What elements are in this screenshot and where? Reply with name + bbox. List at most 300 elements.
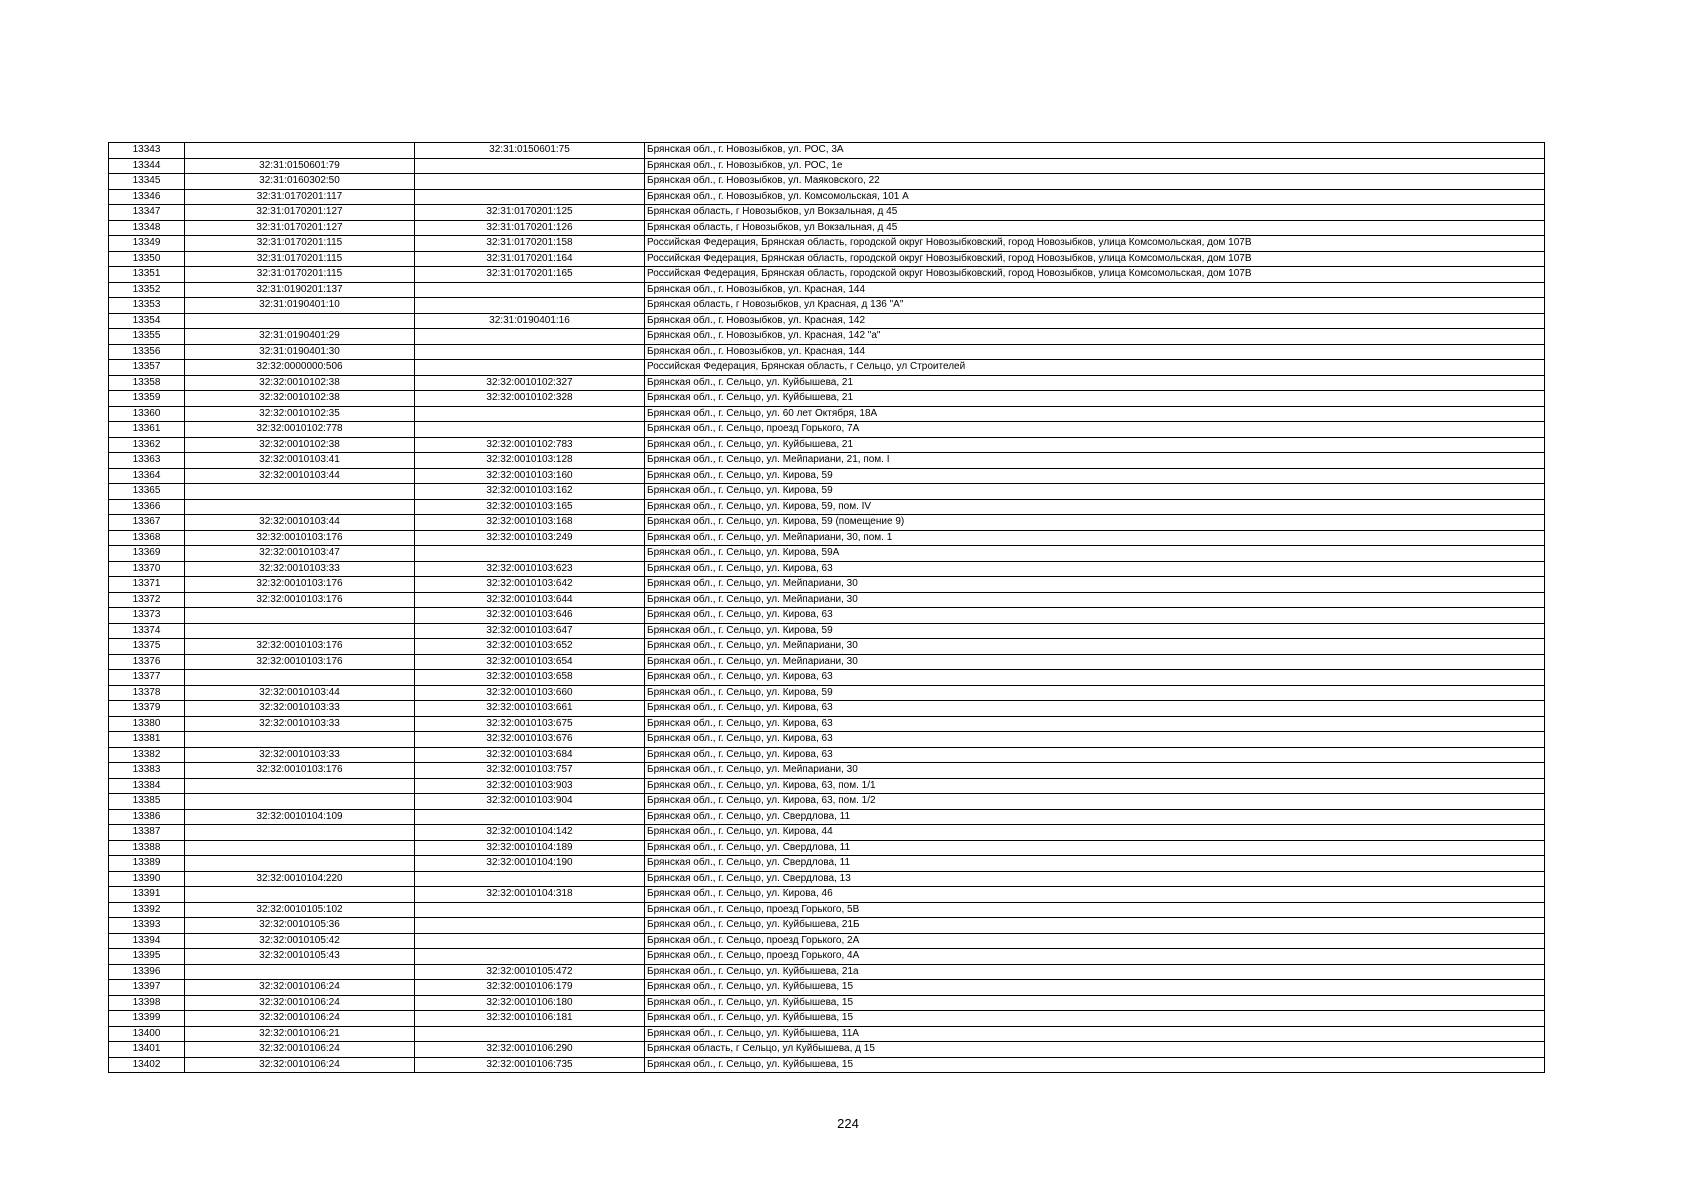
object-cadastral-number-cell: 32:32:0010103:647 [415, 623, 645, 639]
address-cell: Брянская обл., г. Сельцо, ул. Кирова, 63 [645, 561, 1545, 577]
table-row [109, 143, 1545, 159]
parcel-cadastral-number-cell: 32:32:0000000:506 [185, 360, 415, 376]
parcel-cadastral-number-cell: 32:31:0190201:137 [185, 282, 415, 298]
parcel-cadastral-number-cell: 32:32:0010103:176 [185, 577, 415, 593]
table-row [109, 887, 1545, 903]
table-row [109, 608, 1545, 624]
row-number-cell: 13385 [109, 794, 185, 810]
row-number-cell: 13380 [109, 716, 185, 732]
row-number-cell: 13372 [109, 592, 185, 608]
address-cell: Брянская обл., г. Сельцо, ул. Кирова, 63, пом. 1/1 [645, 778, 1545, 794]
parcel-cadastral-number-cell [185, 964, 415, 980]
row-number-cell: 13367 [109, 515, 185, 531]
parcel-cadastral-number-cell: 32:31:0170201:117 [185, 189, 415, 205]
object-cadastral-number-cell [415, 406, 645, 422]
object-cadastral-number-cell: 32:32:0010103:160 [415, 468, 645, 484]
object-cadastral-number-cell: 32:31:0170201:165 [415, 267, 645, 283]
parcel-cadastral-number-cell: 32:32:0010106:24 [185, 1057, 415, 1073]
table-row [109, 964, 1545, 980]
table-row [109, 329, 1545, 345]
object-cadastral-number-cell: 32:32:0010103:903 [415, 778, 645, 794]
table-row [109, 344, 1545, 360]
object-cadastral-number-cell: 32:31:0190401:16 [415, 313, 645, 329]
parcel-cadastral-number-cell [185, 856, 415, 872]
address-cell: Российская Федерация, Брянская область, г Сельцо, ул Строителей [645, 360, 1545, 376]
parcel-cadastral-number-cell: 32:31:0170201:127 [185, 220, 415, 236]
object-cadastral-number-cell: 32:32:0010103:675 [415, 716, 645, 732]
table-row [109, 251, 1545, 267]
parcel-cadastral-number-cell: 32:32:0010102:778 [185, 422, 415, 438]
row-number-cell: 13399 [109, 1011, 185, 1027]
row-number-cell: 13395 [109, 949, 185, 965]
table-row [109, 918, 1545, 934]
row-number-cell: 13343 [109, 143, 185, 159]
parcel-cadastral-number-cell: 32:31:0150601:79 [185, 158, 415, 174]
row-number-cell: 13354 [109, 313, 185, 329]
object-cadastral-number-cell: 32:32:0010103:642 [415, 577, 645, 593]
address-cell: Брянская обл., г. Новозыбков, ул. Красная, 144 [645, 282, 1545, 298]
row-number-cell: 13361 [109, 422, 185, 438]
parcel-cadastral-number-cell: 32:32:0010105:43 [185, 949, 415, 965]
address-cell: Российская Федерация, Брянская область, городской округ Новозыбковский, город Новозыбков, улица Комсомольская, дом 107В [645, 267, 1545, 283]
object-cadastral-number-cell: 32:32:0010103:168 [415, 515, 645, 531]
object-cadastral-number-cell: 32:32:0010103:162 [415, 484, 645, 500]
table-row [109, 220, 1545, 236]
table-row [109, 623, 1545, 639]
table-row [109, 933, 1545, 949]
row-number-cell: 13369 [109, 546, 185, 562]
object-cadastral-number-cell: 32:32:0010103:661 [415, 701, 645, 717]
address-cell: Брянская обл., г. Сельцо, ул. Куйбышева, 21 [645, 391, 1545, 407]
parcel-cadastral-number-cell: 32:32:0010106:21 [185, 1026, 415, 1042]
row-number-cell: 13347 [109, 205, 185, 221]
object-cadastral-number-cell: 32:32:0010103:646 [415, 608, 645, 624]
table-row [109, 313, 1545, 329]
address-cell: Брянская обл., г. Сельцо, ул. Кирова, 63 [645, 732, 1545, 748]
parcel-cadastral-number-cell: 32:32:0010103:176 [185, 530, 415, 546]
address-cell: Брянская обл., г. Сельцо, ул. Кирова, 59 (помещение 9) [645, 515, 1545, 531]
table-row [109, 747, 1545, 763]
row-number-cell: 13350 [109, 251, 185, 267]
parcel-cadastral-number-cell [185, 670, 415, 686]
table-row [109, 995, 1545, 1011]
row-number-cell: 13353 [109, 298, 185, 314]
object-cadastral-number-cell: 32:32:0010106:735 [415, 1057, 645, 1073]
table-row [109, 453, 1545, 469]
table-row [109, 825, 1545, 841]
table-row [109, 654, 1545, 670]
table-row [109, 1057, 1545, 1073]
address-cell: Брянская область, г Новозыбков, ул Вокзальная, д 45 [645, 220, 1545, 236]
address-cell: Брянская обл., г. Сельцо, ул. Куйбышева, 21а [645, 964, 1545, 980]
parcel-cadastral-number-cell: 32:32:0010106:24 [185, 995, 415, 1011]
row-number-cell: 13358 [109, 375, 185, 391]
object-cadastral-number-cell [415, 158, 645, 174]
row-number-cell: 13391 [109, 887, 185, 903]
row-number-cell: 13393 [109, 918, 185, 934]
parcel-cadastral-number-cell: 32:32:0010103:44 [185, 468, 415, 484]
parcel-cadastral-number-cell: 32:31:0170201:115 [185, 236, 415, 252]
object-cadastral-number-cell: 32:31:0150601:75 [415, 143, 645, 159]
object-cadastral-number-cell [415, 933, 645, 949]
row-number-cell: 13394 [109, 933, 185, 949]
address-cell: Брянская обл., г. Сельцо, ул. Кирова, 59, пом. IV [645, 499, 1545, 515]
parcel-cadastral-number-cell: 32:32:0010103:176 [185, 592, 415, 608]
parcel-cadastral-number-cell: 32:32:0010103:33 [185, 561, 415, 577]
address-cell: Брянская обл., г. Сельцо, проезд Горького, 5В [645, 902, 1545, 918]
address-cell: Брянская обл., г. Сельцо, ул. 60 лет Октября, 18А [645, 406, 1545, 422]
table-row [109, 778, 1545, 794]
address-cell: Брянская обл., г. Сельцо, ул. Куйбышева, 15 [645, 1011, 1545, 1027]
object-cadastral-number-cell [415, 174, 645, 190]
row-number-cell: 13375 [109, 639, 185, 655]
address-cell: Брянская обл., г. Сельцо, ул. Свердлова, 11 [645, 840, 1545, 856]
table-row [109, 840, 1545, 856]
object-cadastral-number-cell [415, 918, 645, 934]
table-row [109, 732, 1545, 748]
parcel-cadastral-number-cell: 32:32:0010103:47 [185, 546, 415, 562]
object-cadastral-number-cell: 32:32:0010104:189 [415, 840, 645, 856]
object-cadastral-number-cell: 32:32:0010104:190 [415, 856, 645, 872]
table-row [109, 236, 1545, 252]
row-number-cell: 13401 [109, 1042, 185, 1058]
table-row [109, 561, 1545, 577]
row-number-cell: 13386 [109, 809, 185, 825]
table-row [109, 437, 1545, 453]
object-cadastral-number-cell [415, 282, 645, 298]
parcel-cadastral-number-cell: 32:32:0010103:41 [185, 453, 415, 469]
object-cadastral-number-cell: 32:32:0010104:318 [415, 887, 645, 903]
row-number-cell: 13346 [109, 189, 185, 205]
address-cell: Брянская обл., г. Сельцо, ул. Мейпариани, 30 [645, 639, 1545, 655]
row-number-cell: 13360 [109, 406, 185, 422]
object-cadastral-number-cell: 32:32:0010103:904 [415, 794, 645, 810]
address-cell: Брянская обл., г. Сельцо, ул. Куйбышева, 15 [645, 995, 1545, 1011]
row-number-cell: 13357 [109, 360, 185, 376]
row-number-cell: 13370 [109, 561, 185, 577]
address-cell: Брянская обл., г. Сельцо, ул. Кирова, 63, пом. 1/2 [645, 794, 1545, 810]
table-row [109, 701, 1545, 717]
row-number-cell: 13349 [109, 236, 185, 252]
table-row [109, 902, 1545, 918]
table-row [109, 205, 1545, 221]
address-cell: Брянская обл., г. Сельцо, ул. Свердлова, 11 [645, 809, 1545, 825]
object-cadastral-number-cell: 32:31:0170201:125 [415, 205, 645, 221]
address-cell: Брянская обл., г. Сельцо, ул. Кирова, 63 [645, 670, 1545, 686]
object-cadastral-number-cell: 32:32:0010103:660 [415, 685, 645, 701]
parcel-cadastral-number-cell: 32:32:0010105:36 [185, 918, 415, 934]
parcel-cadastral-number-cell [185, 608, 415, 624]
row-number-cell: 13356 [109, 344, 185, 360]
registry-table-body [109, 143, 1545, 1073]
address-cell: Брянская обл., г. Сельцо, ул. Куйбышева, 11А [645, 1026, 1545, 1042]
row-number-cell: 13365 [109, 484, 185, 500]
parcel-cadastral-number-cell: 32:31:0190401:30 [185, 344, 415, 360]
address-cell: Брянская обл., г. Сельцо, ул. Мейпариани, 21, пом. I [645, 453, 1545, 469]
address-cell: Брянская обл., г. Новозыбков, ул. Красная, 142 "а" [645, 329, 1545, 345]
registry-table [108, 142, 1545, 1073]
row-number-cell: 13381 [109, 732, 185, 748]
table-row [109, 639, 1545, 655]
table-row [109, 716, 1545, 732]
parcel-cadastral-number-cell: 32:32:0010103:176 [185, 763, 415, 779]
address-cell: Брянская область, г Новозыбков, ул Вокзальная, д 45 [645, 205, 1545, 221]
address-cell: Брянская обл., г. Сельцо, ул. Кирова, 44 [645, 825, 1545, 841]
address-cell: Брянская обл., г. Новозыбков, ул. Красная, 144 [645, 344, 1545, 360]
table-row [109, 530, 1545, 546]
parcel-cadastral-number-cell: 32:32:0010103:44 [185, 685, 415, 701]
table-row [109, 670, 1545, 686]
row-number-cell: 13397 [109, 980, 185, 996]
parcel-cadastral-number-cell [185, 840, 415, 856]
parcel-cadastral-number-cell: 32:32:0010103:33 [185, 701, 415, 717]
parcel-cadastral-number-cell: 32:32:0010105:102 [185, 902, 415, 918]
parcel-cadastral-number-cell: 32:31:0170201:127 [185, 205, 415, 221]
object-cadastral-number-cell: 32:32:0010103:658 [415, 670, 645, 686]
object-cadastral-number-cell: 32:32:0010106:181 [415, 1011, 645, 1027]
parcel-cadastral-number-cell: 32:32:0010106:24 [185, 1042, 415, 1058]
table-row [109, 515, 1545, 531]
address-cell: Брянская обл., г. Новозыбков, ул. РОС, 3А [645, 143, 1545, 159]
object-cadastral-number-cell: 32:32:0010106:290 [415, 1042, 645, 1058]
address-cell: Брянская область, г Новозыбков, ул Красная, д 136 "А" [645, 298, 1545, 314]
row-number-cell: 13362 [109, 437, 185, 453]
row-number-cell: 13368 [109, 530, 185, 546]
table-row [109, 158, 1545, 174]
address-cell: Брянская обл., г. Новозыбков, ул. РОС, 1е [645, 158, 1545, 174]
object-cadastral-number-cell [415, 298, 645, 314]
row-number-cell: 13378 [109, 685, 185, 701]
table-row [109, 871, 1545, 887]
parcel-cadastral-number-cell [185, 484, 415, 500]
row-number-cell: 13388 [109, 840, 185, 856]
row-number-cell: 13366 [109, 499, 185, 515]
parcel-cadastral-number-cell: 32:31:0190401:29 [185, 329, 415, 345]
address-cell: Брянская обл., г. Новозыбков, ул. Комсомольская, 101 А [645, 189, 1545, 205]
object-cadastral-number-cell: 32:32:0010106:179 [415, 980, 645, 996]
parcel-cadastral-number-cell [185, 887, 415, 903]
address-cell: Брянская обл., г. Сельцо, ул. Мейпариани, 30 [645, 592, 1545, 608]
object-cadastral-number-cell [415, 360, 645, 376]
table-row [109, 1042, 1545, 1058]
row-number-cell: 13382 [109, 747, 185, 763]
table-row [109, 282, 1545, 298]
parcel-cadastral-number-cell [185, 732, 415, 748]
object-cadastral-number-cell: 32:32:0010103:676 [415, 732, 645, 748]
row-number-cell: 13351 [109, 267, 185, 283]
row-number-cell: 13379 [109, 701, 185, 717]
object-cadastral-number-cell [415, 809, 645, 825]
row-number-cell: 13390 [109, 871, 185, 887]
parcel-cadastral-number-cell: 32:32:0010103:33 [185, 716, 415, 732]
address-cell: Брянская область, г Сельцо, ул Куйбышева, д 15 [645, 1042, 1545, 1058]
address-cell: Брянская обл., г. Сельцо, ул. Кирова, 59 [645, 685, 1545, 701]
row-number-cell: 13364 [109, 468, 185, 484]
parcel-cadastral-number-cell: 32:32:0010102:38 [185, 391, 415, 407]
address-cell: Брянская обл., г. Сельцо, ул. Кирова, 46 [645, 887, 1545, 903]
object-cadastral-number-cell [415, 902, 645, 918]
table-row [109, 499, 1545, 515]
parcel-cadastral-number-cell [185, 143, 415, 159]
row-number-cell: 13352 [109, 282, 185, 298]
object-cadastral-number-cell: 32:32:0010103:684 [415, 747, 645, 763]
object-cadastral-number-cell: 32:32:0010104:142 [415, 825, 645, 841]
address-cell: Брянская обл., г. Сельцо, ул. Мейпариани, 30 [645, 577, 1545, 593]
row-number-cell: 13355 [109, 329, 185, 345]
address-cell: Брянская обл., г. Сельцо, проезд Горького, 7А [645, 422, 1545, 438]
object-cadastral-number-cell: 32:31:0170201:164 [415, 251, 645, 267]
address-cell: Брянская обл., г. Сельцо, проезд Горького, 4А [645, 949, 1545, 965]
row-number-cell: 13344 [109, 158, 185, 174]
object-cadastral-number-cell: 32:32:0010103:249 [415, 530, 645, 546]
table-row [109, 949, 1545, 965]
parcel-cadastral-number-cell [185, 499, 415, 515]
row-number-cell: 13400 [109, 1026, 185, 1042]
table-row [109, 546, 1545, 562]
object-cadastral-number-cell: 32:32:0010102:328 [415, 391, 645, 407]
row-number-cell: 13363 [109, 453, 185, 469]
row-number-cell: 13374 [109, 623, 185, 639]
address-cell: Брянская обл., г. Сельцо, ул. Куйбышева, 21 [645, 375, 1545, 391]
address-cell: Брянская обл., г. Сельцо, ул. Куйбышева, 15 [645, 980, 1545, 996]
object-cadastral-number-cell: 32:32:0010103:757 [415, 763, 645, 779]
row-number-cell: 13398 [109, 995, 185, 1011]
object-cadastral-number-cell: 32:32:0010105:472 [415, 964, 645, 980]
parcel-cadastral-number-cell: 32:32:0010106:24 [185, 980, 415, 996]
parcel-cadastral-number-cell [185, 778, 415, 794]
address-cell: Брянская обл., г. Сельцо, ул. Кирова, 59 [645, 484, 1545, 500]
address-cell: Российская Федерация, Брянская область, городской округ Новозыбковский, город Новозыбков, улица Комсомольская, дом 107В [645, 251, 1545, 267]
address-cell: Брянская обл., г. Сельцо, ул. Кирова, 59 [645, 623, 1545, 639]
parcel-cadastral-number-cell [185, 794, 415, 810]
table-row [109, 468, 1545, 484]
address-cell: Брянская обл., г. Сельцо, ул. Мейпариани, 30 [645, 763, 1545, 779]
object-cadastral-number-cell [415, 1026, 645, 1042]
object-cadastral-number-cell: 32:32:0010106:180 [415, 995, 645, 1011]
table-row [109, 484, 1545, 500]
object-cadastral-number-cell [415, 949, 645, 965]
table-row [109, 406, 1545, 422]
parcel-cadastral-number-cell [185, 313, 415, 329]
table-row [109, 763, 1545, 779]
address-cell: Брянская обл., г. Сельцо, ул. Мейпариани, 30 [645, 654, 1545, 670]
address-cell: Брянская обл., г. Новозыбков, ул. Красная, 142 [645, 313, 1545, 329]
parcel-cadastral-number-cell: 32:31:0190401:10 [185, 298, 415, 314]
object-cadastral-number-cell [415, 189, 645, 205]
row-number-cell: 13371 [109, 577, 185, 593]
parcel-cadastral-number-cell [185, 825, 415, 841]
address-cell: Брянская обл., г. Сельцо, ул. Кирова, 63 [645, 608, 1545, 624]
object-cadastral-number-cell: 32:32:0010103:623 [415, 561, 645, 577]
object-cadastral-number-cell: 32:32:0010103:654 [415, 654, 645, 670]
table-row [109, 794, 1545, 810]
row-number-cell: 13402 [109, 1057, 185, 1073]
parcel-cadastral-number-cell: 32:32:0010102:38 [185, 375, 415, 391]
parcel-cadastral-number-cell: 32:31:0170201:115 [185, 251, 415, 267]
table-row [109, 174, 1545, 190]
table-row [109, 592, 1545, 608]
address-cell: Российская Федерация, Брянская область, городской округ Новозыбковский, город Новозыбков, улица Комсомольская, дом 107В [645, 236, 1545, 252]
table-row [109, 391, 1545, 407]
table-row [109, 1026, 1545, 1042]
parcel-cadastral-number-cell [185, 623, 415, 639]
row-number-cell: 13376 [109, 654, 185, 670]
parcel-cadastral-number-cell: 32:31:0160302:50 [185, 174, 415, 190]
address-cell: Брянская обл., г. Сельцо, ул. Кирова, 63 [645, 701, 1545, 717]
object-cadastral-number-cell: 32:32:0010102:783 [415, 437, 645, 453]
table-row [109, 267, 1545, 283]
table-row [109, 360, 1545, 376]
object-cadastral-number-cell: 32:31:0170201:158 [415, 236, 645, 252]
row-number-cell: 13377 [109, 670, 185, 686]
address-cell: Брянская обл., г. Сельцо, ул. Кирова, 63 [645, 716, 1545, 732]
row-number-cell: 13373 [109, 608, 185, 624]
address-cell: Брянская обл., г. Сельцо, ул. Кирова, 59 [645, 468, 1545, 484]
parcel-cadastral-number-cell: 32:32:0010102:38 [185, 437, 415, 453]
parcel-cadastral-number-cell: 32:32:0010105:42 [185, 933, 415, 949]
parcel-cadastral-number-cell: 32:32:0010106:24 [185, 1011, 415, 1027]
row-number-cell: 13384 [109, 778, 185, 794]
table-row [109, 577, 1545, 593]
address-cell: Брянская обл., г. Сельцо, ул. Мейпариани, 30, пом. 1 [645, 530, 1545, 546]
address-cell: Брянская обл., г. Сельцо, ул. Куйбышева, 21 [645, 437, 1545, 453]
table-row [109, 189, 1545, 205]
address-cell: Брянская обл., г. Сельцо, ул. Куйбышева, 15 [645, 1057, 1545, 1073]
parcel-cadastral-number-cell: 32:32:0010103:176 [185, 639, 415, 655]
object-cadastral-number-cell: 32:32:0010103:165 [415, 499, 645, 515]
parcel-cadastral-number-cell: 32:31:0170201:115 [185, 267, 415, 283]
parcel-cadastral-number-cell: 32:32:0010103:33 [185, 747, 415, 763]
parcel-cadastral-number-cell: 32:32:0010103:44 [185, 515, 415, 531]
object-cadastral-number-cell: 32:32:0010103:652 [415, 639, 645, 655]
table-row [109, 856, 1545, 872]
address-cell: Брянская обл., г. Сельцо, ул. Свердлова, 13 [645, 871, 1545, 887]
page-number: 224 [837, 1116, 859, 1131]
parcel-cadastral-number-cell: 32:32:0010104:220 [185, 871, 415, 887]
parcel-cadastral-number-cell: 32:32:0010103:176 [185, 654, 415, 670]
object-cadastral-number-cell [415, 546, 645, 562]
address-cell: Брянская обл., г. Новозыбков, ул. Маяковского, 22 [645, 174, 1545, 190]
object-cadastral-number-cell: 32:32:0010103:128 [415, 453, 645, 469]
row-number-cell: 13359 [109, 391, 185, 407]
table-row [109, 809, 1545, 825]
object-cadastral-number-cell [415, 344, 645, 360]
row-number-cell: 13392 [109, 902, 185, 918]
object-cadastral-number-cell: 32:32:0010102:327 [415, 375, 645, 391]
row-number-cell: 13383 [109, 763, 185, 779]
parcel-cadastral-number-cell: 32:32:0010104:109 [185, 809, 415, 825]
address-cell: Брянская обл., г. Сельцо, ул. Свердлова, 11 [645, 856, 1545, 872]
address-cell: Брянская обл., г. Сельцо, ул. Куйбышева, 21Б [645, 918, 1545, 934]
parcel-cadastral-number-cell: 32:32:0010102:35 [185, 406, 415, 422]
object-cadastral-number-cell: 32:31:0170201:126 [415, 220, 645, 236]
object-cadastral-number-cell [415, 422, 645, 438]
object-cadastral-number-cell: 32:32:0010103:644 [415, 592, 645, 608]
table-row [109, 685, 1545, 701]
row-number-cell: 13396 [109, 964, 185, 980]
table-row [109, 980, 1545, 996]
row-number-cell: 13348 [109, 220, 185, 236]
row-number-cell: 13387 [109, 825, 185, 841]
table-row [109, 375, 1545, 391]
address-cell: Брянская обл., г. Сельцо, ул. Кирова, 63 [645, 747, 1545, 763]
object-cadastral-number-cell [415, 871, 645, 887]
table-row [109, 1011, 1545, 1027]
table-row [109, 298, 1545, 314]
table-row [109, 422, 1545, 438]
row-number-cell: 13345 [109, 174, 185, 190]
address-cell: Брянская обл., г. Сельцо, ул. Кирова, 59А [645, 546, 1545, 562]
